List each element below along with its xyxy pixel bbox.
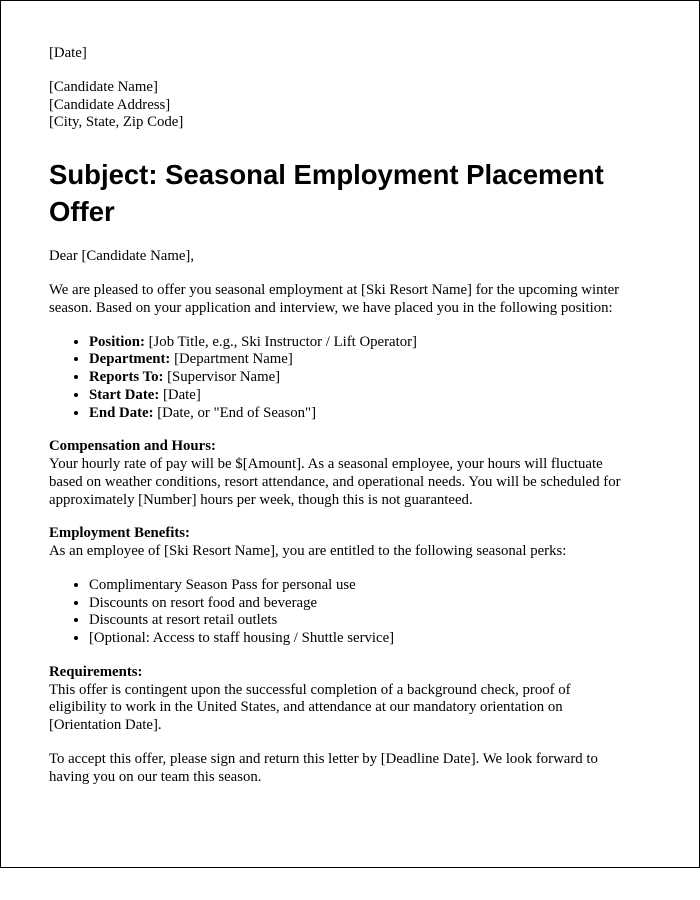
list-item: • Complimentary Season Pass for personal use [89,577,627,595]
benefits-list [49,577,627,648]
detail-label: Department: [89,351,171,368]
requirements-section [49,664,627,735]
detail-value: [Date] [162,386,201,403]
section-heading-requirements: Requirements: [49,663,143,680]
list-item [89,334,627,352]
detail-value: [Department Name] [174,351,293,368]
list-item [89,387,627,405]
salutation: Dear [Candidate Name], [49,248,195,265]
list-item: • [Optional: Access to staff housing / Shuttle service] [89,630,627,648]
detail-value: [Supervisor Name] [167,369,281,385]
list-item [89,369,627,387]
compensation-section [49,438,627,509]
recipient-block [49,79,627,132]
detail-value: [Job Title, e.g., Ski Instructor / Lift Operator] [148,333,417,350]
detail-label: Reports To: [89,369,164,385]
list-item: • Discounts on resort food and beverage [89,595,627,613]
letter-content [1,1,699,791]
detail-label: End Date: [89,404,154,421]
recipient-name: [Candidate Name] [49,78,158,95]
recipient-address: [Candidate Address] [49,96,171,113]
detail-value: [Date, or "End of Season"] [157,404,317,421]
intro-paragraph: We are pleased to offer you seasonal employment at [Ski Resort Name] for the upcoming winter season. Based on your application and interview, we have placed you in the following position: [49,282,620,316]
recipient-city-state-zip: [City, State, Zip Code] [49,114,184,131]
detail-label: Start Date: [89,386,160,403]
benefits-intro: As an employee of [Ski Resort Name], you are entitled to the following seasonal perks: [49,543,567,559]
section-heading-compensation: Compensation and Hours: [49,438,216,455]
compensation-body: Your hourly rate of pay will be $[Amount]. As a seasonal employee, your hours will fluctuate based on weather conditions, resort attendance, and operational needs. You will be scheduled for approximately [Number] hours per week, though this is not guaranteed. [49,456,621,508]
benefits-section [49,525,627,561]
detail-label: Position: [89,333,145,350]
closing-paragraph: To accept this offer, please sign and return this letter by [Deadline Date]. We look forward to having you on our team this season. [49,750,598,785]
letter-date: [Date] [49,45,87,61]
section-heading-benefits: Employment Benefits: [49,525,190,542]
subject-heading: Subject: Seasonal Employment Placement Offer [49,159,604,228]
requirements-body: This offer is contingent upon the successful completion of a background check, proof of eligibility to work in the United States, and attendance at our mandatory orientation on [Orientation Date]. [49,681,571,733]
list-item [89,405,627,423]
position-details-list [49,334,627,423]
list-item: • Discounts at resort retail outlets [89,612,627,630]
list-item [89,351,627,369]
